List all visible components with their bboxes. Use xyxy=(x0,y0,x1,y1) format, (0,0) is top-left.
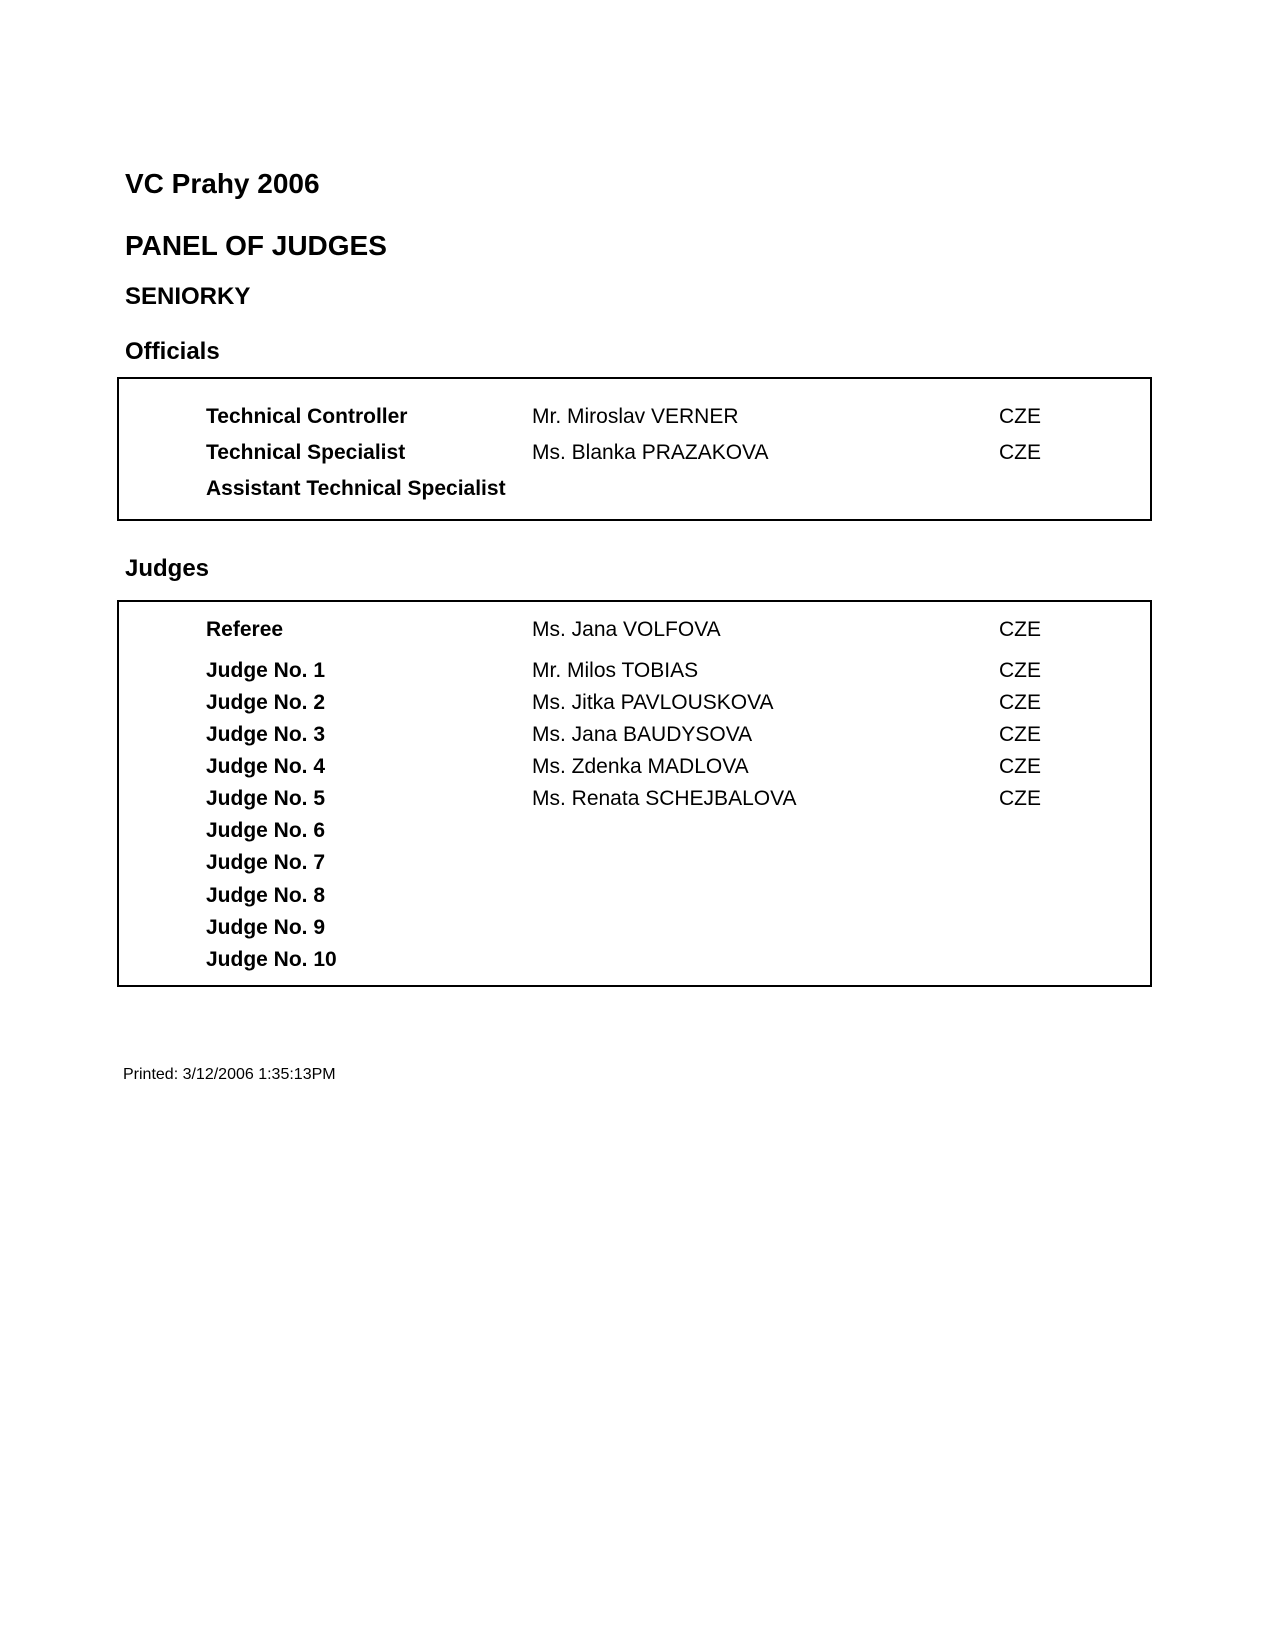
judge-name: Mr. Milos TOBIAS xyxy=(532,659,699,682)
judge-nation: CZE xyxy=(999,787,1041,810)
judge-name: Ms. Jana BAUDYSOVA xyxy=(532,723,753,746)
event-title: VC Prahy 2006 xyxy=(125,168,320,199)
printed-timestamp: Printed: 3/12/2006 1:35:13PM xyxy=(123,1066,336,1083)
judge-row xyxy=(119,883,1150,909)
judge-role: Referee xyxy=(206,618,284,641)
judge-row xyxy=(119,818,1150,844)
officials-box xyxy=(117,377,1152,521)
judge-row xyxy=(119,690,1150,716)
category-label: SENIORKY xyxy=(125,283,251,310)
official-row xyxy=(119,440,1150,466)
official-name: Mr. Miroslav VERNER xyxy=(532,405,739,428)
judge-nation: CZE xyxy=(999,618,1041,641)
official-row xyxy=(119,476,1150,502)
official-nation: CZE xyxy=(999,441,1041,464)
judge-role: Judge No. 7 xyxy=(206,851,326,874)
judge-nation: CZE xyxy=(999,691,1041,714)
judge-name: Ms. Jitka PAVLOUSKOVA xyxy=(532,691,774,714)
judges-heading: Judges xyxy=(125,555,210,582)
judge-nation: CZE xyxy=(999,659,1041,682)
official-name: Ms. Blanka PRAZAKOVA xyxy=(532,441,769,464)
judge-role: Judge No. 8 xyxy=(206,884,326,907)
page-title: PANEL OF JUDGES xyxy=(125,230,387,261)
judge-row xyxy=(119,947,1150,973)
official-nation: CZE xyxy=(999,405,1041,428)
judge-row xyxy=(119,658,1150,684)
judge-row xyxy=(119,754,1150,780)
judge-name: Ms. Zdenka MADLOVA xyxy=(532,755,749,778)
judge-role: Judge No. 2 xyxy=(206,691,326,714)
official-role: Technical Controller xyxy=(206,405,408,428)
judge-role: Judge No. 3 xyxy=(206,723,326,746)
judge-row xyxy=(119,850,1150,876)
officials-heading: Officials xyxy=(125,338,220,365)
judge-role: Judge No. 4 xyxy=(206,755,326,778)
judge-row xyxy=(119,722,1150,748)
judge-role: Judge No. 9 xyxy=(206,916,326,939)
judge-nation: CZE xyxy=(999,755,1041,778)
judge-name: Ms. Jana VOLFOVA xyxy=(532,618,721,641)
judge-row xyxy=(119,915,1150,941)
judges-box xyxy=(117,600,1152,987)
judge-row xyxy=(119,617,1150,643)
official-role: Assistant Technical Specialist xyxy=(206,477,506,500)
judge-role: Judge No. 5 xyxy=(206,787,326,810)
judge-role: Judge No. 1 xyxy=(206,659,326,682)
judge-role: Judge No. 6 xyxy=(206,819,326,842)
official-role: Technical Specialist xyxy=(206,441,406,464)
judge-name: Ms. Renata SCHEJBALOVA xyxy=(532,787,797,810)
judge-nation: CZE xyxy=(999,723,1041,746)
official-row xyxy=(119,404,1150,430)
judge-row xyxy=(119,786,1150,812)
judge-role: Judge No. 10 xyxy=(206,948,337,971)
